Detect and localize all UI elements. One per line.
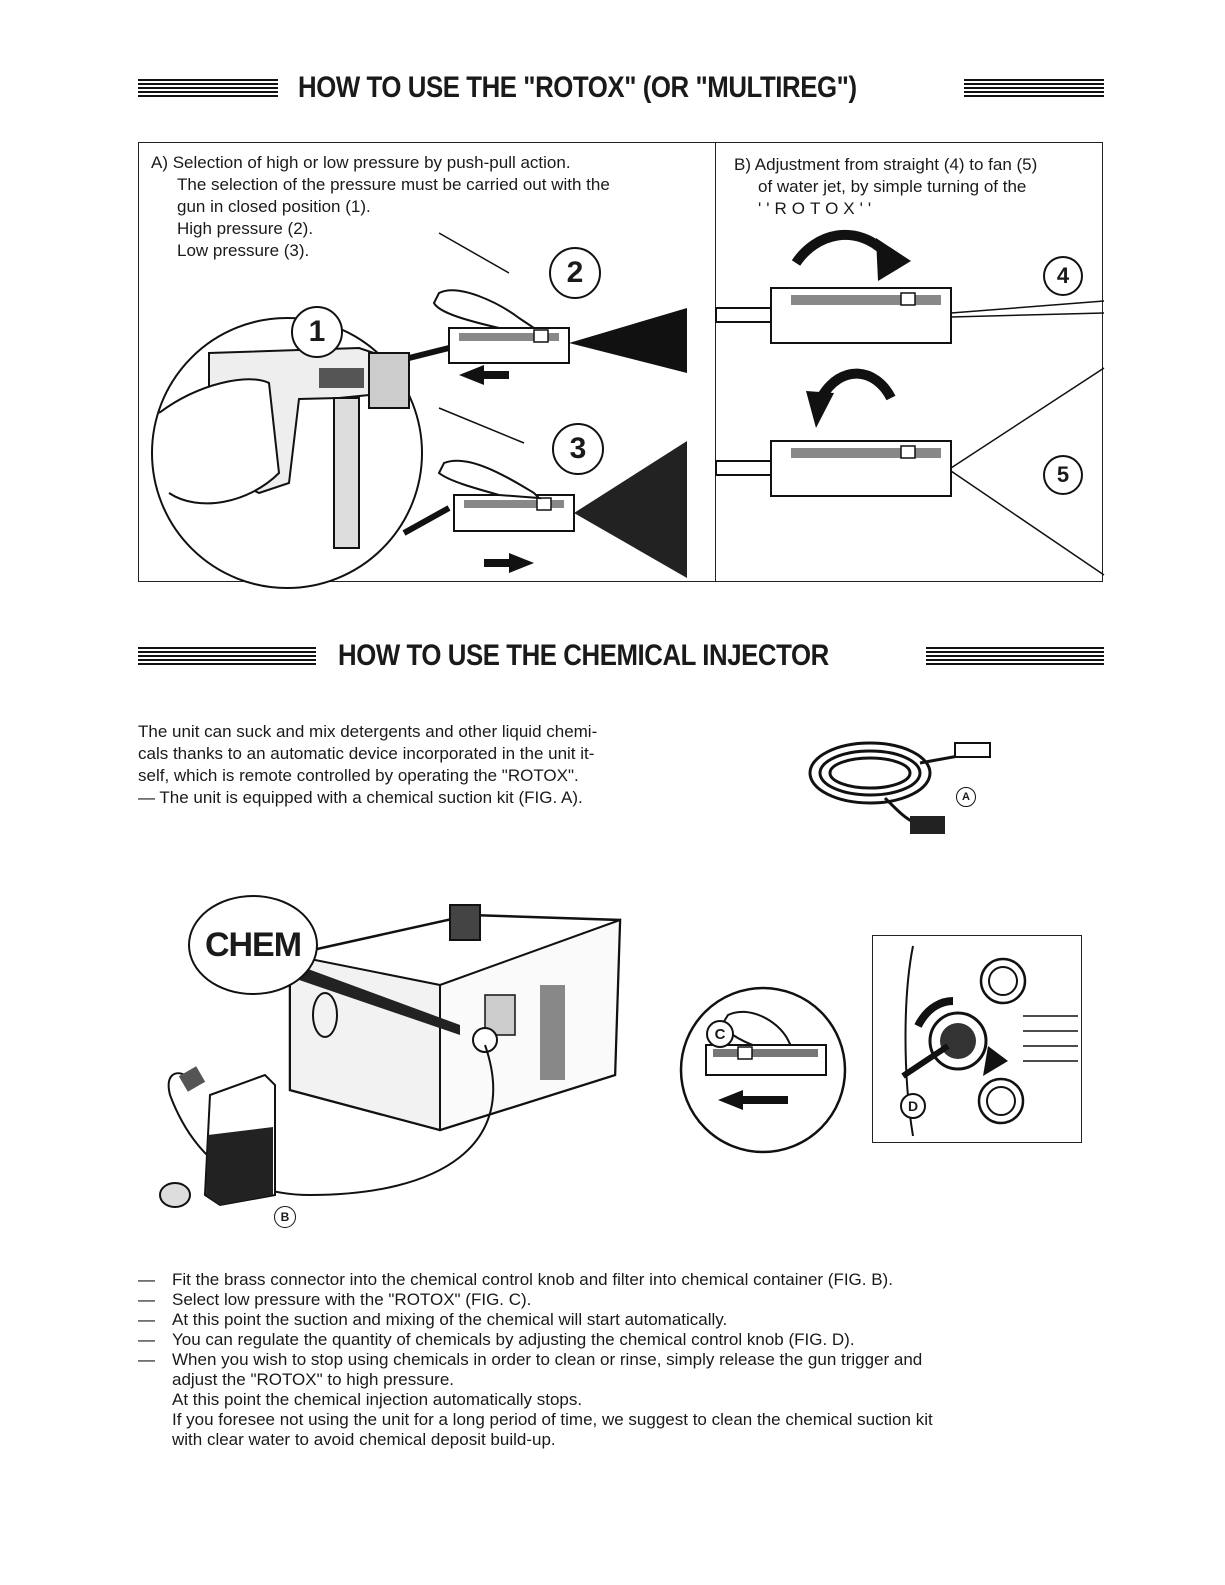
badge-3: 3 [552, 423, 604, 475]
step-dash: — [138, 1330, 155, 1349]
intro-line-2: cals thanks to an automatic device incorporated in the unit it- [138, 744, 595, 763]
step-item [138, 1290, 1104, 1310]
intro-line-4: — The unit is equipped with a chemical suction kit (FIG. A). [138, 788, 583, 807]
step-text: If you foresee not using the unit for a long period of time, we suggest to clean the chemical suction kit [172, 1410, 933, 1429]
panel-b-line-3: ''ROTOX'' [758, 199, 877, 218]
step-item [138, 1310, 1104, 1330]
panel-a-line-4: High pressure (2). [177, 219, 314, 238]
badge-2: 2 [549, 247, 601, 299]
step-item [138, 1350, 1104, 1450]
step-item [138, 1330, 1104, 1350]
panel-b-line-2: of water jet, by simple turning of the [758, 177, 1027, 196]
step-text: Select low pressure with the "ROTOX" (FIG. C). [172, 1290, 532, 1309]
chem-callout-badge: CHEM [188, 895, 318, 995]
fig-d-badge: D [900, 1093, 926, 1119]
section-heading-rotox [138, 70, 1104, 106]
panel-a-pressure-selection [138, 142, 716, 582]
panel-b-jet-adjustment [715, 142, 1103, 582]
panel-b-line-1: B) Adjustment from straight (4) to fan (5) [734, 155, 1038, 174]
panel-a-line-5: Low pressure (3). [177, 241, 310, 260]
step-dash: — [138, 1270, 155, 1289]
step-text: When you wish to stop using chemicals in order to clean or rinse, simply release the gun trigger and [172, 1350, 923, 1369]
step-text: At this point the chemical injection automatically stops. [172, 1390, 583, 1409]
step-text: with clear water to avoid chemical deposit build-up. [172, 1430, 556, 1449]
step-text: You can regulate the quantity of chemicals by adjusting the chemical control knob (FIG. D). [172, 1330, 855, 1349]
panel-a-line-1: A) Selection of high or low pressure by push-pull action. [151, 153, 571, 172]
badge-1: 1 [291, 306, 343, 358]
step-dash: — [138, 1290, 155, 1309]
heading-rule-right [964, 79, 1104, 97]
fig-a-badge: A [956, 787, 976, 807]
rotox-low-pressure-illustration [678, 985, 848, 1155]
gun-illustration [139, 143, 717, 583]
heading-title: HOW TO USE THE "ROTOX" (OR "MULTIREG") [298, 71, 857, 104]
step-text: Fit the brass connector into the chemical control knob and filter into chemical container (FIG. B). [172, 1270, 893, 1289]
heading-rule-left [138, 79, 278, 97]
badge-5: 5 [1043, 455, 1083, 495]
badge-4: 4 [1043, 256, 1083, 296]
intro-line-1: The unit can suck and mix detergents and other liquid chemi- [138, 722, 598, 741]
suction-kit-illustration [805, 728, 1005, 838]
heading-rule-left [138, 647, 316, 665]
panel-a-line-3: gun in closed position (1). [177, 197, 371, 216]
rotox-turn-illustration [716, 143, 1104, 583]
step-text: At this point the suction and mixing of the chemical will start automatically. [172, 1310, 728, 1329]
intro-line-3: self, which is remote controlled by operating the "ROTOX". [138, 766, 579, 785]
heading-rule-right [926, 647, 1104, 665]
panel-a-line-2: The selection of the pressure must be carried out with the [177, 175, 610, 194]
step-item [138, 1270, 1104, 1290]
step-text: adjust the "ROTOX" to high pressure. [172, 1370, 455, 1389]
fig-c-badge: C [706, 1020, 734, 1048]
step-dash: — [138, 1310, 155, 1329]
section-heading-chemical-injector [138, 638, 1104, 674]
steps-list [138, 1270, 1104, 1450]
heading-title: HOW TO USE THE CHEMICAL INJECTOR [338, 639, 829, 672]
fig-b-badge: B [274, 1206, 296, 1228]
step-dash: — [138, 1350, 155, 1369]
